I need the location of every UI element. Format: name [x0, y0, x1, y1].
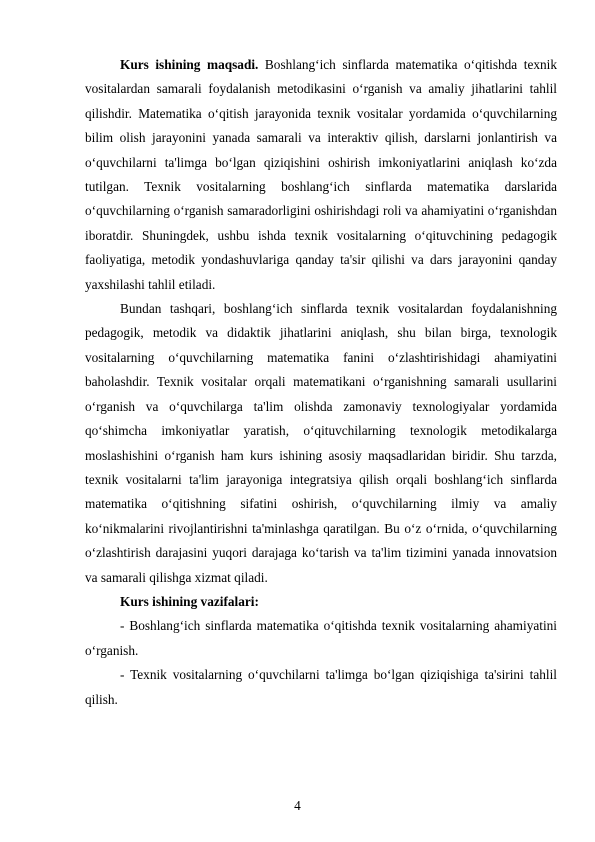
document-page: [85, 53, 557, 712]
goal-lead: Kurs ishining maqsadi.: [120, 57, 259, 72]
page-number: 4: [294, 798, 301, 813]
task-item-1: - Boshlang‘ich sinflarda matematika o‘qitishda texnik vositalarning ahamiyatini o‘rganish.: [85, 618, 557, 658]
additional-paragraph: Bundan tashqari, boshlang‘ich sinflarda texnik vositalardan foydalanishning pedagogik, metodik va didaktik jihatlarini aniqlash, shu bilan birga, texnologik vositalarning o‘quvchilarning matematika fanini o‘zlashtirishidagi ahamiyatini baholashdir. Texnik vositalar orqali matematikani o‘rganishning samarali usullarini o‘rganish va o‘quvchilarga ta'lim olishda zamonaviy texnologiyalar yordamida qo‘shimcha imkoniyatlar yaratish, o‘qituvchilarning texnologik metodikalarga moslashishini o‘rganish ham kurs ishining asosiy maqsadlaridan biridir. Shu tarzda, texnik vositalarni ta'lim jarayoniga integratsiya qilish orqali boshlang‘ich sinflarda matematika o‘qitishning sifatini oshirish, o‘quvchilarning ilmiy va amaliy ko‘nikmalarini rivojlantirishni ta'minlashga qaratilgan. Bu o‘z o‘rnida, o‘quvchilarning o‘zlashtirish darajasini yuqori darajaga ko‘tarish va ta'lim tizimini yanada innovatsion va samarali qilishga xizmat qiladi.: [85, 301, 557, 585]
goal-paragraph: [85, 53, 557, 297]
task-item-2: - Texnik vositalarning o‘quvchilarni ta'limga bo‘lgan qiziqishiga ta'sirini tahlil qilish.: [85, 667, 557, 707]
tasks-heading: Kurs ishining vazifalari:: [120, 593, 259, 609]
goal-body: Boshlang‘ich sinflarda matematika o‘qitishda texnik vositalardan samarali foydalanish metodikasini o‘rganish va amaliy jihatlarini tahlil qilishdir. Matematika o‘qitish jarayonida texnik vositalar yordamida o‘quvchilarning bilim olish jarayonini yanada samarali va interaktiv qilish, darslarni jonlantirish va o‘quvchilarni ta'limga bo‘lgan qiziqishini oshirish imkoniyatlarini aniqlash ko‘zda tutilgan. Texnik vositalarning boshlang‘ich sinflarda matematika darslarida o‘quvchilarning o‘rganish samaradorligini oshirishdagi roli va ahamiyatini o‘rganishdan iboratdir. Shuningdek, ushbu ishda texnik vositalarning o‘qituvchining pedagogik faoliyatiga, metodik yondashuvlariga qanday ta'sir qilishi va dars jarayonini qanday yaxshilashi tahlil etiladi.: [85, 57, 557, 292]
